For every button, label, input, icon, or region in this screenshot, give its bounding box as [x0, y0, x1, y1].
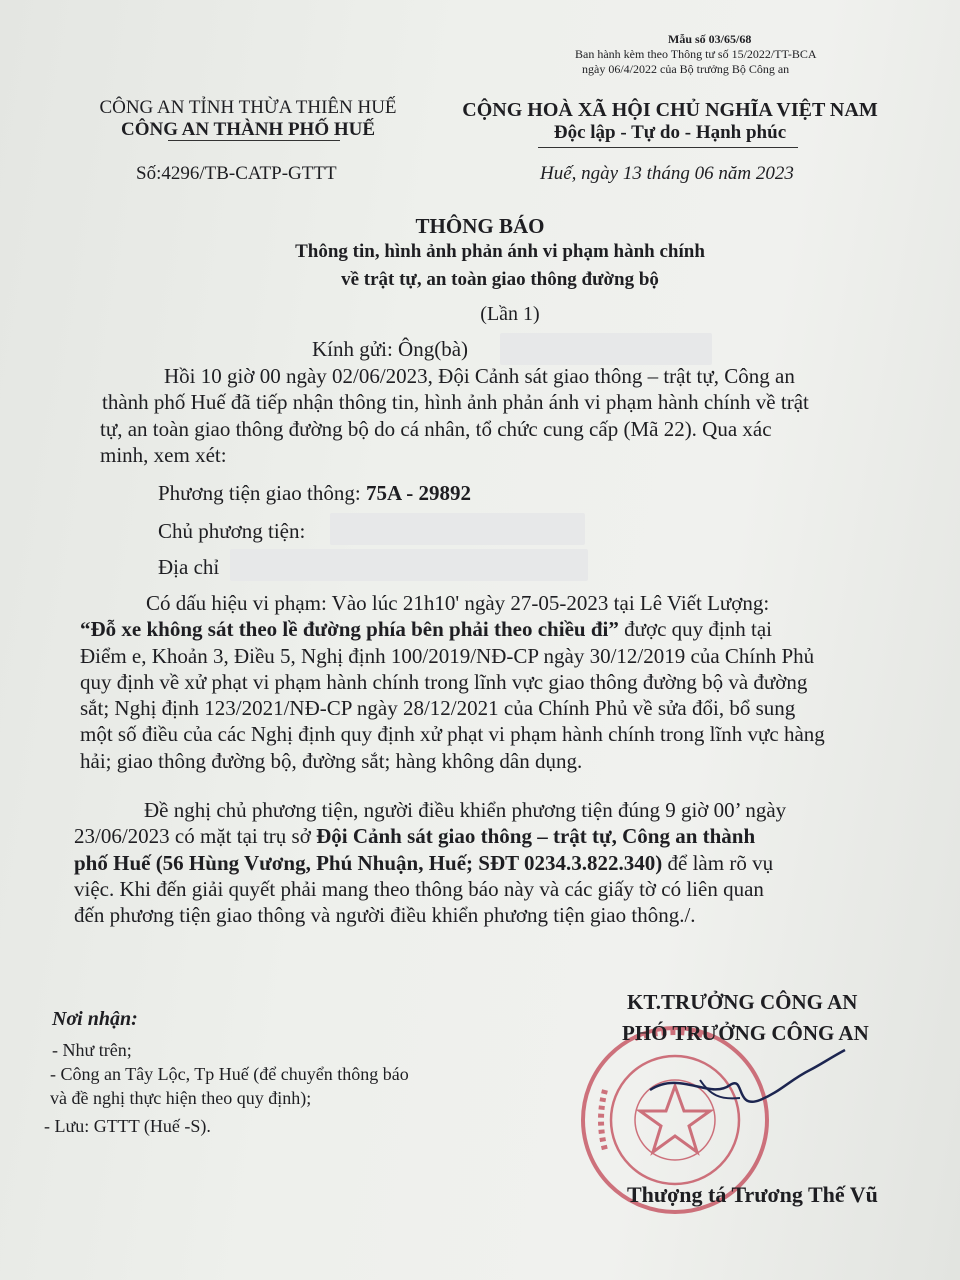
recipients-heading: Nơi nhận:	[52, 1008, 138, 1030]
doc-iteration: (Lần 1)	[480, 303, 540, 325]
violation-line: một số điều của các Nghị định quy định xử phạt vi phạm hành chính trong lĩnh vực hàng	[80, 722, 825, 747]
intro-line: tự, an toàn giao thông đường bộ do cá nhân, tổ chức cung cấp (Mã 22). Qua xác	[100, 416, 772, 441]
request-line: việc. Khi đến giải quyết phải mang theo thông báo này và các giấy tờ có liên quan	[74, 876, 764, 901]
request-line: để làm rõ vụ	[662, 850, 774, 875]
intro-paragraph	[80, 363, 930, 468]
signer-name: Thượng tá Trương Thế Vũ	[627, 1182, 878, 1207]
violation-quote: “Đỗ xe không sát theo lề đường phía bên phải theo chiều đi”	[80, 617, 619, 642]
address-redaction	[230, 549, 588, 581]
intro-line: Hồi 10 giờ 00 ngày 02/06/2023, Đội Cảnh sát giao thông – trật tự, Công an	[164, 364, 795, 388]
recipient-redaction	[500, 333, 712, 365]
recipients-item: và đề nghị thực hiện theo quy định);	[50, 1088, 312, 1108]
violation-paragraph	[80, 590, 930, 774]
issuer-parent: CÔNG AN TỈNH THỪA THIÊN HUẾ	[99, 97, 397, 118]
address-label: Địa chỉ	[158, 555, 220, 579]
doc-subtitle-1: Thông tin, hình ảnh phản ánh vi phạm hành chính	[295, 241, 705, 262]
recipients-item: - Như trên;	[52, 1040, 132, 1060]
intro-line: thành phố Huế đã tiếp nhận thông tin, hình ảnh phản ánh vi phạm hành chính về trật	[102, 390, 809, 415]
intro-line: minh, xem xét:	[100, 442, 227, 467]
national-motto: Độc lập - Tự do - Hạnh phúc	[553, 122, 787, 143]
request-line: 23/06/2023 có mặt tại trụ sở	[74, 824, 317, 849]
owner-row	[158, 519, 305, 544]
document-number: Số:4296/TB-CATP-GTTT	[136, 163, 337, 184]
recipients-item: - Công an Tây Lộc, Tp Huế (để chuyển thông báo	[50, 1064, 409, 1084]
owner-redaction	[330, 513, 585, 545]
owner-label: Chủ phương tiện:	[158, 519, 306, 543]
violation-line: Điểm e, Khoản 3, Điều 5, Nghị định 100/2019/NĐ-CP ngày 30/12/2019 của Chính Phủ	[80, 643, 815, 668]
violation-line: hải; giao thông đường bộ, đường sắt; hàng không dân dụng.	[80, 748, 583, 773]
vehicle-label: Phương tiện giao thông:	[158, 481, 366, 505]
issuer-name: CÔNG AN THÀNH PHỐ HUẾ	[120, 119, 376, 140]
recipients-item: - Lưu: GTTT (Huế -S).	[44, 1116, 211, 1136]
violation-line: sắt; Nghị định 123/2021/NĐ-CP ngày 28/12/2021 của Chính Phủ về sửa đổi, bổ sung	[80, 696, 796, 721]
violation-line: Có dấu hiệu vi phạm: Vào lúc 21h10' ngày 27-05-2023 tại Lê Viết Lượng:	[146, 591, 770, 615]
recipient-label: Kính gửi: Ông(bà)	[312, 337, 469, 361]
form-number: Mẫu số 03/65/68	[668, 32, 752, 46]
national-title: CỘNG HOÀ XÃ HỘI CHỦ NGHĨA VIỆT NAM	[462, 99, 878, 121]
form-date-line: ngày 06/4/2022 của Bộ trưởng Bộ Công an	[582, 62, 790, 76]
doc-subtitle-2: về trật tự, an toàn giao thông đường bộ	[341, 269, 659, 290]
vehicle-row	[158, 481, 471, 506]
request-place: phố Huế (56 Hùng Vương, Phú Nhuận, Huế; SĐT 0234.3.822.340)	[74, 850, 663, 875]
issuer-underline	[168, 140, 340, 141]
request-line: Đề nghị chủ phương tiện, người điều khiển phương tiện đúng 9 giờ 00’ ngày	[144, 798, 787, 822]
signer-title: PHÓ TRƯỞNG CÔNG AN	[622, 1021, 869, 1045]
request-paragraph	[74, 797, 924, 928]
form-issued-line: Ban hành kèm theo Thông tư số 15/2022/TT-BCA	[575, 47, 817, 61]
vehicle-plate: 75A - 29892	[365, 481, 471, 505]
violation-line: được quy định tại	[618, 617, 772, 642]
motto-underline	[538, 147, 798, 148]
handwritten-signature	[640, 1040, 850, 1130]
violation-line: quy định về xử phạt vi phạm hành chính trong lĩnh vực giao thông đường bộ và đường	[80, 669, 808, 694]
doc-title: THÔNG BÁO	[415, 214, 545, 238]
request-place: Đội Cảnh sát giao thông – trật tự, Công an thành	[316, 824, 756, 849]
request-line: đến phương tiện giao thông và người điều khiển phương tiện giao thông./.	[74, 903, 696, 928]
signer-authority: KT.TRƯỞNG CÔNG AN	[627, 990, 858, 1014]
place-date: Huế, ngày 13 tháng 06 năm 2023	[540, 163, 794, 184]
address-row	[158, 555, 219, 580]
